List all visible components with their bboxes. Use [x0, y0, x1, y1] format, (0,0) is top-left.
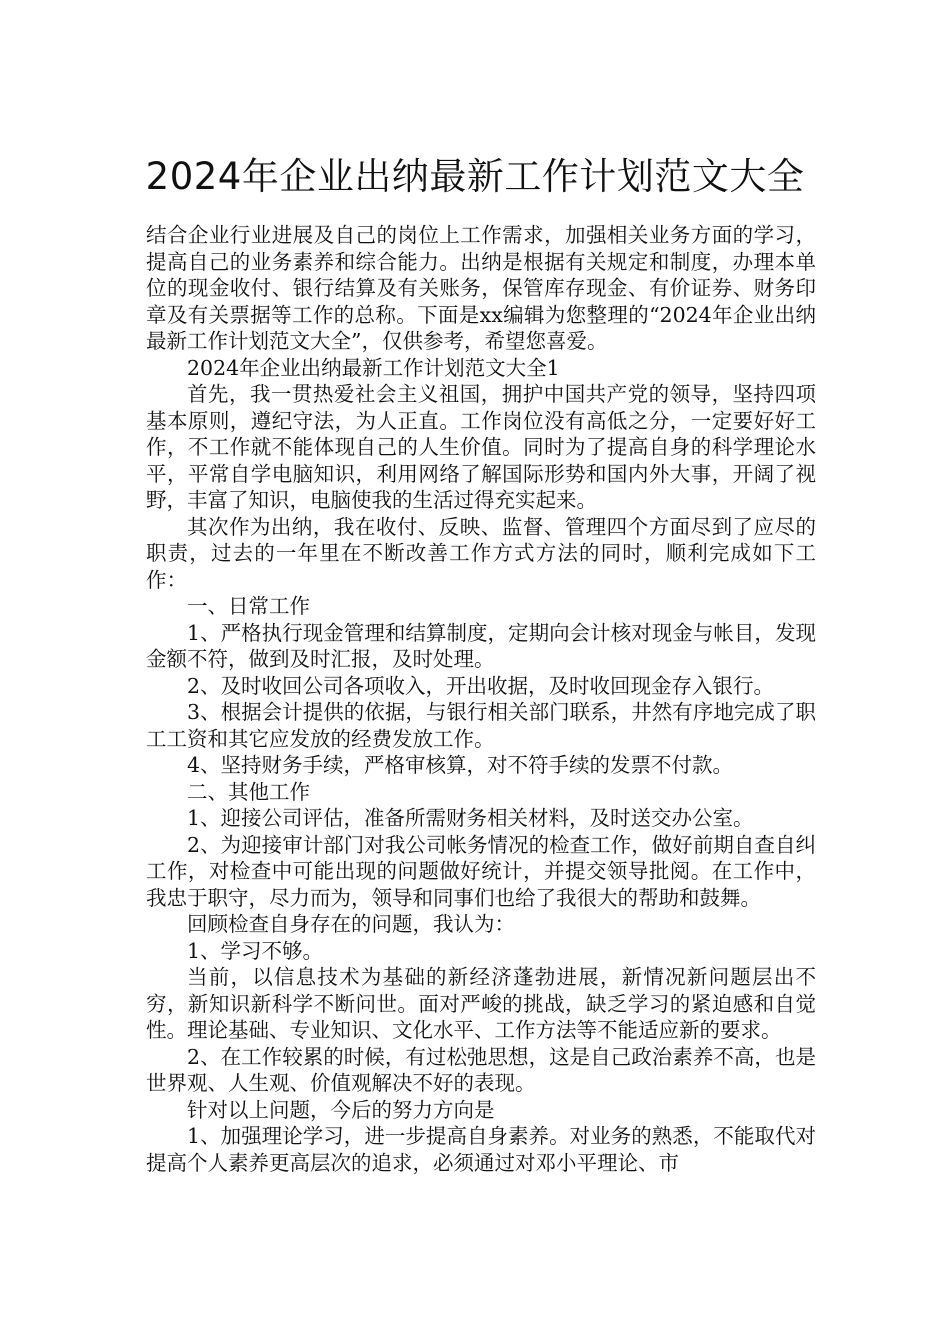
- list-item: 2、为迎接审计部门对我公司帐务情况的检查工作，做好前期自查自纠工作，对检查中可能出现的问题做好统计，并提交领导批阅。在工作中，我忠于职守，尽力而为，领导和同事们也给了我很大的帮助和鼓舞。: [146, 832, 816, 910]
- list-item: 2、及时收回公司各项收入，开出收据，及时收回现金存入银行。: [187, 673, 775, 698]
- subsection-heading: 一、日常工作: [187, 594, 310, 618]
- document-title: 2024年企业出纳最新工作计划范文大全: [145, 154, 805, 198]
- list-item: 1、学习不够。: [187, 938, 324, 963]
- body-paragraph: 首先，我一贯热爱社会主义祖国，拥护中国共产党的领导，坚持四项基本原则，遵纪守法，为人正直。工作岗位没有高低之分，一定要好好工作，不工作就不能体现自己的人生价值。同时为了提高自身的科学理论水平，平常自学电脑知识，利用网络了解国际形势和国内外大事，开阔了视野，丰富了知识，电脑使我的生活过得充实起来。: [146, 382, 816, 512]
- list-item: 1、严格执行现金管理和结算制度，定期向会计核对现金与帐目，发现金额不符，做到及时汇报，及时处理。: [146, 620, 816, 671]
- body-paragraph: 针对以上问题，今后的努力方向是: [187, 1097, 495, 1122]
- intro-paragraph: 结合企业行业进展及自己的岗位上工作需求，加强相关业务方面的学习，提高自己的业务素养和综合能力。出纳是根据有关规定和制度，办理本单位的现金收付、银行结算及有关账务，保管库存现金、有价证券、财务印章及有关票据等工作的总称。下面是xx编辑为您整理的“2024年企业出纳最新工作计划范文大全”，仅供参考，希望您喜爱。: [146, 223, 816, 353]
- body-paragraph: 回顾检查自身存在的问题，我认为：: [187, 912, 515, 936]
- document-body: [146, 222, 816, 1176]
- section-heading: 2024年企业出纳最新工作计划范文大全1: [187, 355, 560, 380]
- body-paragraph: 当前，以信息技术为基础的新经济蓬勃进展，新情况新问题层出不穷，新知识新科学不断问世。面对严峻的挑战，缺乏学习的紧迫感和自觉性。理论基础、专业知识、文化水平、工作方法等不能适应新的要求。: [146, 965, 816, 1042]
- list-item: 1、迎接公司评估，准备所需财务相关材料，及时送交办公室。: [187, 806, 754, 830]
- list-item: 2、在工作较累的时候，有过松弛思想，这是自己政治素养不高，也是世界观、人生观、价值观解决不好的表现。: [146, 1044, 816, 1095]
- list-item: 1、加强理论学习，进一步提高自身素养。对业务的熟悉，不能取代对提高个人素养更高层次的追求，必须通过对邓小平理论、市: [146, 1124, 816, 1175]
- list-item: 3、根据会计提供的依据，与银行相关部门联系，井然有序地完成了职工工资和其它应发放的经费发放工作。: [146, 700, 816, 751]
- subsection-heading: 二、其他工作: [187, 779, 310, 804]
- list-item: 4、坚持财务手续，严格审核算，对不符手续的发票不付款。: [187, 753, 734, 777]
- body-paragraph: 其次作为出纳，我在收付、反映、监督、管理四个方面尽到了应尽的职责，过去的一年里在不断改善工作方式方法的同时，顺利完成如下工作：: [146, 514, 816, 592]
